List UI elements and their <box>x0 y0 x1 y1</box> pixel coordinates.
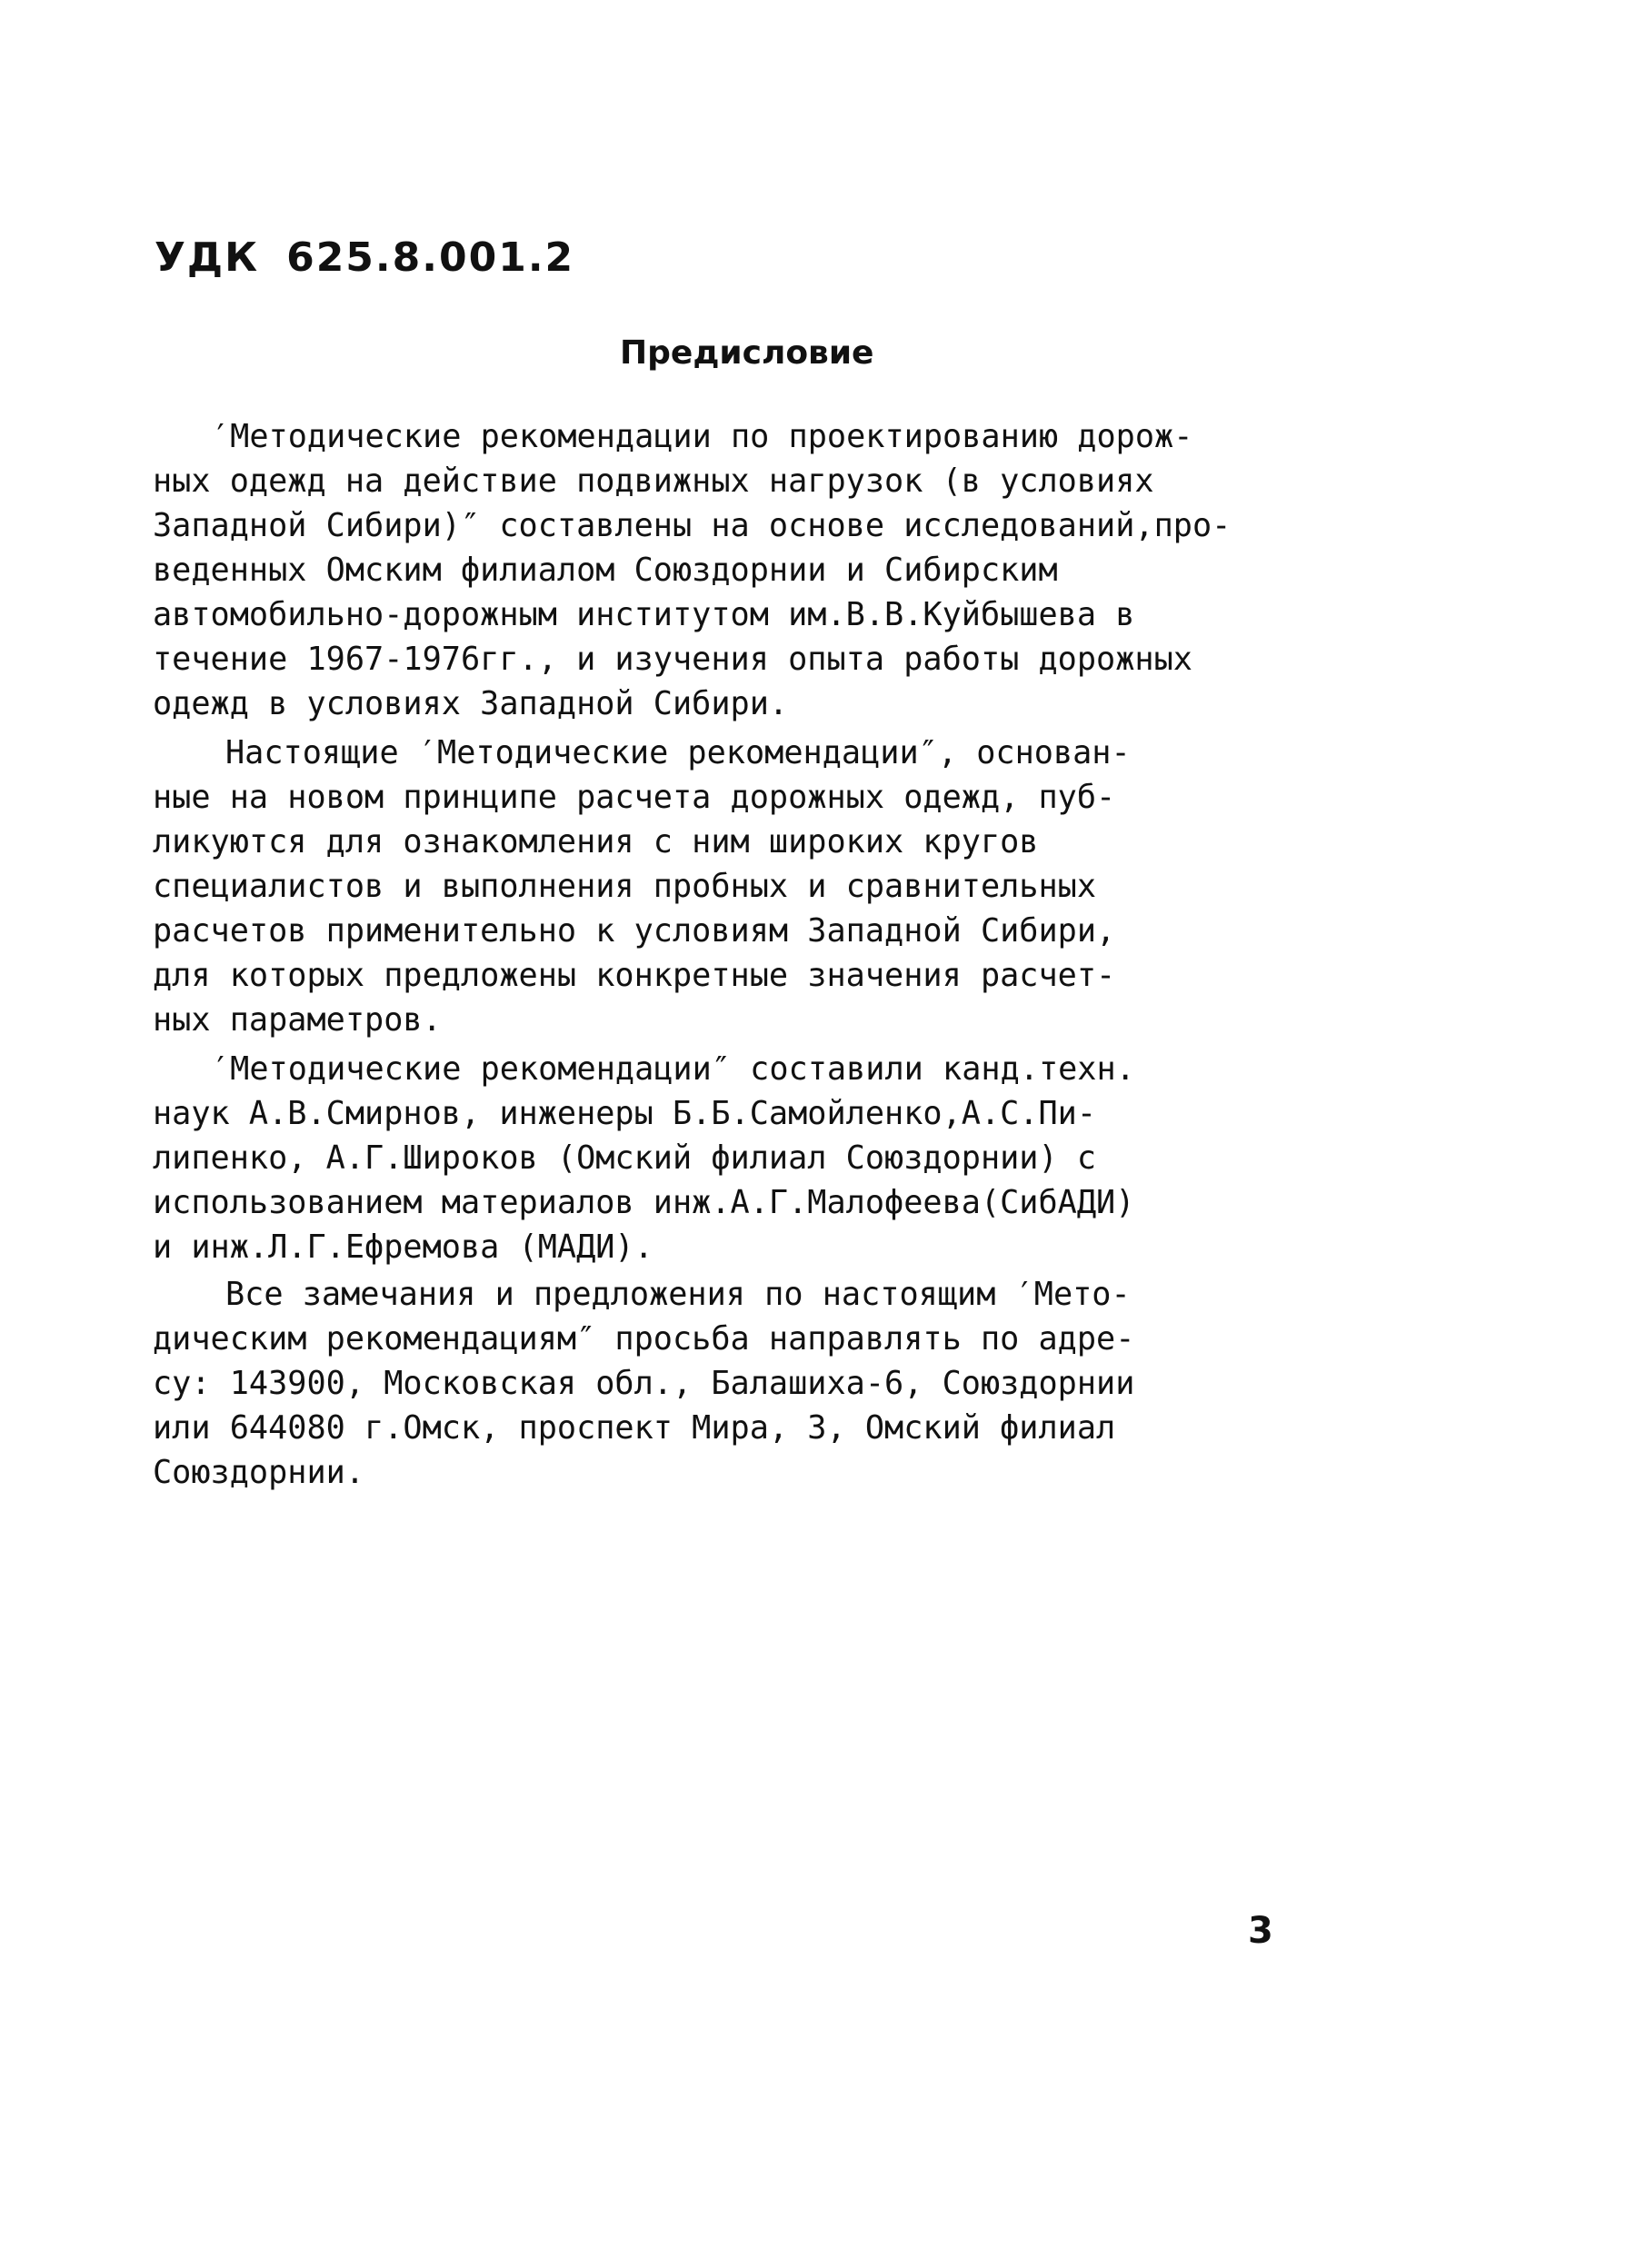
paragraph-2-line-1: Настоящие ′Методические рекомендации″, основан- <box>225 734 1131 771</box>
paragraph-2-line-4: специалистов и выполнения пробных и сравнительных <box>153 868 1097 905</box>
paragraph-2-line-7: ных параметров. <box>153 1001 442 1039</box>
paragraph-1-line-3: Западной Сибири)″ составлены на основе исследований,про- <box>153 507 1232 544</box>
paragraph-3-line-3: липенко, А.Г.Широков (Омский филиал Союздорнии) с <box>153 1139 1097 1177</box>
paragraph-2-line-6: для которых предложены конкретные значения расчет- <box>153 957 1116 994</box>
preface-heading: Предисловие <box>620 334 874 372</box>
paragraph-1-line-7: одежд в условиях Западной Сибири. <box>153 685 789 722</box>
paragraph-3-line-4: использованием материалов инж.А.Г.Малофеева(СибАДИ) <box>153 1184 1135 1221</box>
paragraph-1-line-2: ных одежд на действие подвижных нагрузок (в условиях <box>153 463 1154 500</box>
paragraph-4-line-3: су: 143900, Московская обл., Балашиха-6, Союздорнии <box>153 1365 1135 1402</box>
udk-code: 625.8.001.2 <box>286 234 575 281</box>
paragraph-3-line-5: и инж.Л.Г.Ефремова (МАДИ). <box>153 1228 653 1266</box>
paragraph-3-line-1: ′Методические рекомендации″ составили канд.техн. <box>211 1050 1135 1088</box>
paragraph-4-line-5: Союздорнии. <box>153 1454 365 1491</box>
paragraph-4-line-1: Все замечания и предложения по настоящим ′Мето- <box>225 1276 1131 1313</box>
paragraph-2-line-3: ликуются для ознакомления с ним широких кругов <box>153 823 1039 860</box>
paragraph-1-line-5: автомобильно-дорожным институтом им.В.В.Куйбышева в <box>153 596 1135 633</box>
paragraph-3-line-2: наук А.В.Смирнов, инженеры Б.Б.Самойленко,А.С.Пи- <box>153 1095 1097 1132</box>
udk-classification <box>155 234 574 281</box>
paragraph-2-line-5: расчетов применительно к условиям Западной Сибири, <box>153 912 1116 950</box>
paragraph-4-line-2: дическим рекомендациям″ просьба направлять по адре- <box>153 1320 1135 1358</box>
paragraph-1-line-1: ′Методические рекомендации по проектированию дорож- <box>211 418 1193 455</box>
page-number: 3 <box>1248 1910 1273 1952</box>
paragraph-1-line-6: течение 1967-1976гг., и изучения опыта работы дорожных <box>153 641 1192 678</box>
paragraph-4-line-4: или 644080 г.Омск, проспект Мира, 3, Омский филиал <box>153 1409 1116 1447</box>
paragraph-1-line-4: веденных Омским филиалом Союздорнии и Сибирским <box>153 552 1058 589</box>
paragraph-2-line-2: ные на новом принципе расчета дорожных одежд, пуб- <box>153 779 1116 816</box>
udk-label: УДК <box>155 234 260 281</box>
